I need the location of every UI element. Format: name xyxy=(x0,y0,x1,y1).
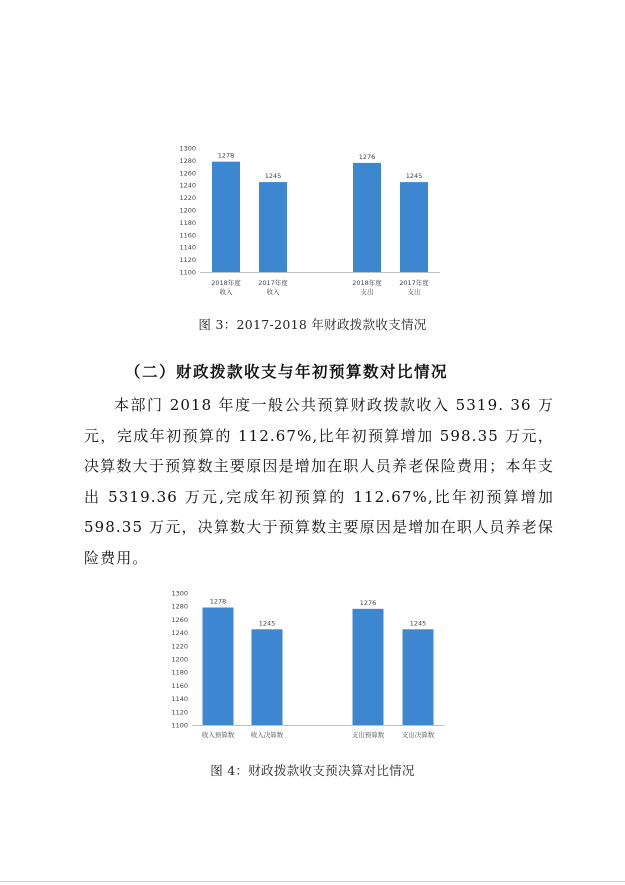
bar-data-label: 1276 xyxy=(359,598,377,607)
y-tick-label: 1300 xyxy=(179,144,196,153)
y-tick-label: 1280 xyxy=(179,156,196,165)
y-tick-label: 1120 xyxy=(171,708,188,717)
y-tick-label: 1200 xyxy=(179,206,196,215)
y-tick-label: 1140 xyxy=(171,695,188,704)
bar xyxy=(403,629,434,725)
y-tick-label: 1260 xyxy=(179,169,196,178)
figure4-caption: 图 4：财政拨款收支预决算对比情况 xyxy=(210,763,415,778)
x-category-label: 支出预算数 xyxy=(351,731,385,739)
y-tick-label: 1220 xyxy=(179,194,196,203)
y-tick-label: 1200 xyxy=(171,655,188,664)
bar-data-label: 1278 xyxy=(217,151,235,160)
bar xyxy=(252,629,283,725)
y-tick-label: 1180 xyxy=(179,218,196,227)
y-tick-label: 1100 xyxy=(179,268,196,277)
x-category-label: 收入 xyxy=(266,288,280,296)
y-tick-label: 1240 xyxy=(171,629,188,638)
y-tick-label: 1160 xyxy=(179,231,196,240)
bar-data-label: 1245 xyxy=(258,619,276,628)
bar-data-label: 1245 xyxy=(405,172,423,181)
x-category-label: 2017年度 xyxy=(258,279,288,287)
x-category-label: 收入预算数 xyxy=(201,731,235,739)
x-category-label: 支出 xyxy=(407,288,421,296)
y-tick-label: 1280 xyxy=(171,602,188,611)
y-tick-label: 1120 xyxy=(179,256,196,265)
x-category-label: 2017年度 xyxy=(399,279,429,287)
y-tick-label: 1100 xyxy=(171,721,188,730)
bar-data-label: 1245 xyxy=(264,172,282,181)
y-tick-label: 1300 xyxy=(171,589,188,598)
bar xyxy=(353,609,384,725)
figure3-caption: 图 3：2017-2018 年财政拨款收支情况 xyxy=(198,317,427,332)
page-bottom-rule xyxy=(0,881,625,882)
y-tick-label: 1260 xyxy=(171,615,188,624)
x-category-label: 收入决算数 xyxy=(250,731,284,739)
x-category-label: 2018年度 xyxy=(211,279,241,287)
y-tick-label: 1180 xyxy=(171,668,188,677)
y-tick-label: 1140 xyxy=(179,243,196,252)
bar-data-label: 1278 xyxy=(209,597,227,606)
x-category-label: 收入 xyxy=(219,288,233,296)
y-tick-label: 1220 xyxy=(171,642,188,651)
y-tick-label: 1160 xyxy=(171,681,188,690)
x-category-label: 支出决算数 xyxy=(401,731,435,739)
section-heading: （二）财政拨款收支与年初预算数对比情况 xyxy=(125,363,449,381)
bar-data-label: 1245 xyxy=(409,619,427,628)
x-category-label: 2018年度 xyxy=(352,279,382,287)
y-tick-label: 1240 xyxy=(179,181,196,190)
bar-data-label: 1276 xyxy=(358,152,376,161)
x-category-label: 支出 xyxy=(360,288,374,296)
section-paragraph: 本部门 2018 年度一般公共预算财政拨款收入 5319. 36 万元，完成年初预算的 112.67%,比年初预算增加 598.35 万元，决算数大于预算数主要原因是增加在职人员养老保险费用；本年支出 5319.36 万元,完成年初预算的 112.67%,比年初预算增加 598.35 万元，决算数大于预算数主要原因是增加在职人员养老保险费用。 xyxy=(84,396,554,567)
bar xyxy=(203,608,234,725)
